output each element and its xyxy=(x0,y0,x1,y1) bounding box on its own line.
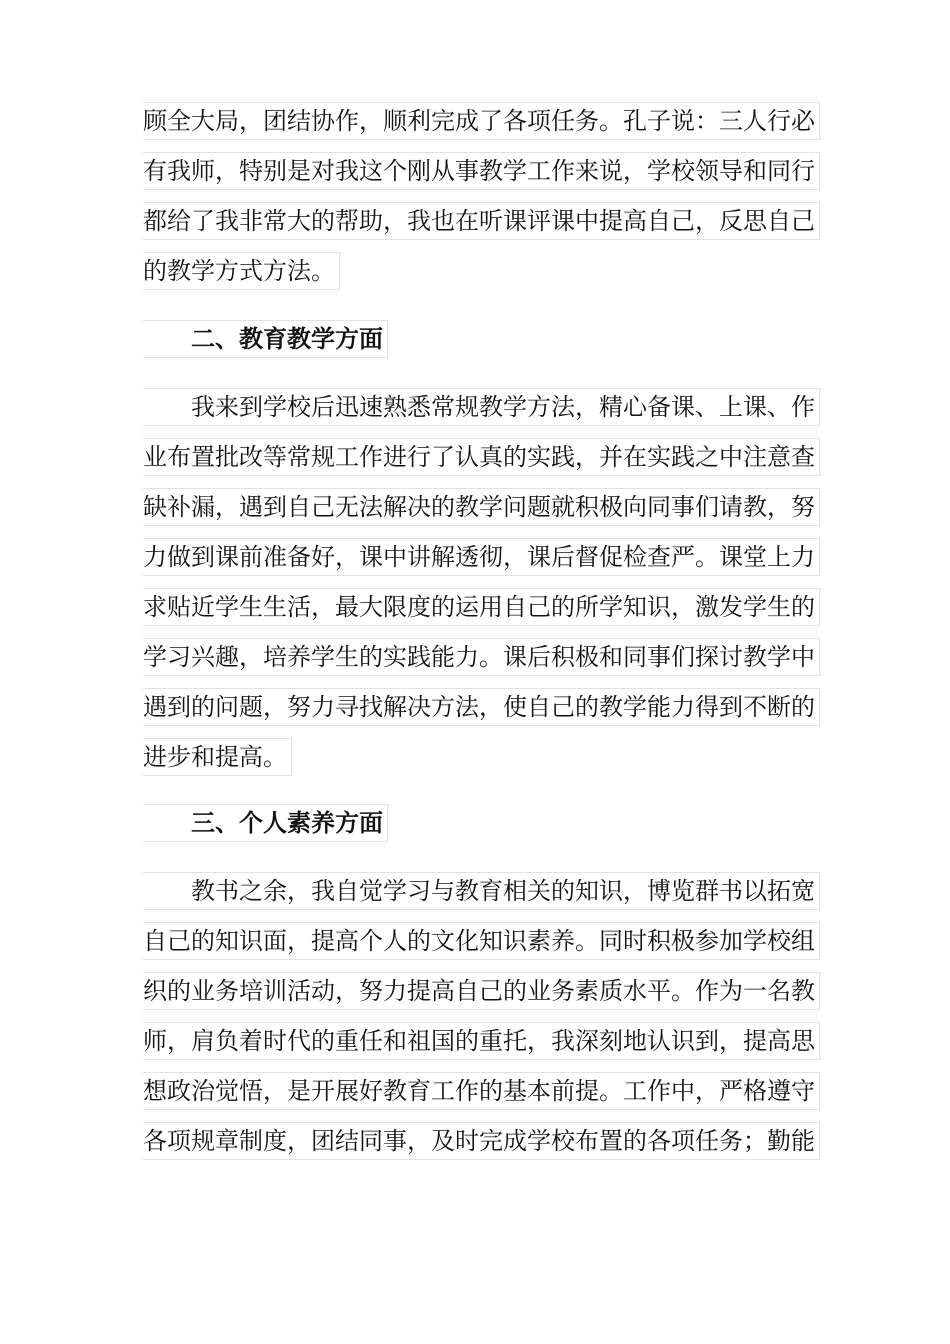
paragraph-2-line-1: 我来到学校后迅速熟悉常规教学方法，精心备课、上课、作 xyxy=(143,388,820,426)
paragraph-2-line-3: 缺补漏，遇到自己无法解决的教学问题就积极向同事们请教，努 xyxy=(143,488,820,526)
section-heading-teaching: 二、教育教学方面 xyxy=(143,320,388,358)
paragraph-2-line-4: 力做到课前准备好，课中讲解透彻，课后督促检查严。课堂上力 xyxy=(143,538,820,576)
paragraph-3-line-2: 自己的知识面，提高个人的文化知识素养。同时积极参加学校组 xyxy=(143,922,820,960)
section-heading-personal: 三、个人素养方面 xyxy=(143,804,388,842)
paragraph-3-line-5: 想政治觉悟，是开展好教育工作的基本前提。工作中，严格遵守 xyxy=(143,1072,820,1110)
paragraph-2-line-5: 求贴近学生生活，最大限度的运用自己的所学知识，激发学生的 xyxy=(143,588,820,626)
paragraph-3-line-4: 师，肩负着时代的重任和祖国的重托，我深刻地认识到，提高思 xyxy=(143,1022,820,1060)
paragraph-1-line-3: 都给了我非常大的帮助，我也在听课评课中提高自己，反思自己 xyxy=(143,202,820,240)
paragraph-2-line-7: 遇到的问题，努力寻找解决方法，使自己的教学能力得到不断的 xyxy=(143,688,820,726)
paragraph-1-line-4: 的教学方式方法。 xyxy=(143,252,340,290)
paragraph-2-line-6: 学习兴趣，培养学生的实践能力。课后积极和同事们探讨教学中 xyxy=(143,638,820,676)
paragraph-3-line-1: 教书之余，我自觉学习与教育相关的知识，博览群书以拓宽 xyxy=(143,872,820,910)
paragraph-3-line-3: 织的业务培训活动，努力提高自己的业务素质水平。作为一名教 xyxy=(143,972,820,1010)
paragraph-1-line-2: 有我师，特别是对我这个刚从事教学工作来说，学校领导和同行 xyxy=(143,152,820,190)
paragraph-1-line-1: 顾全大局，团结协作，顺利完成了各项任务。孔子说：三人行必 xyxy=(143,102,820,140)
paragraph-3-line-6: 各项规章制度，团结同事，及时完成学校布置的各项任务；勤能 xyxy=(143,1122,820,1160)
paragraph-2-line-8: 进步和提高。 xyxy=(143,738,292,776)
paragraph-2-line-2: 业布置批改等常规工作进行了认真的实践，并在实践之中注意查 xyxy=(143,438,820,476)
